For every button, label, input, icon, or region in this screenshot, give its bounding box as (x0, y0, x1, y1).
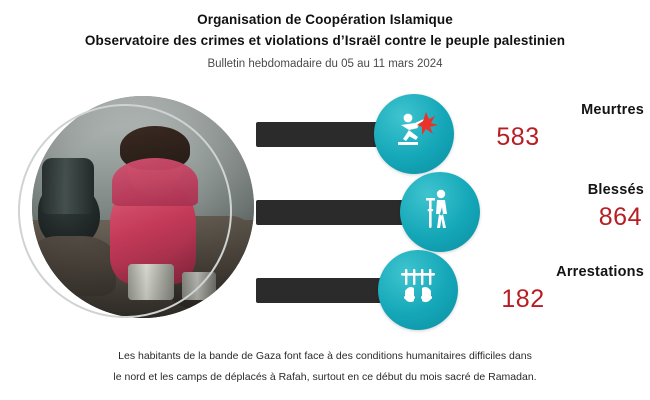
stat-text-block (484, 180, 644, 232)
bulletin-date: Bulletin hebdomadaire du 05 au 11 mars 2024 (207, 58, 443, 70)
stat-bar (256, 200, 406, 225)
stat-icon-circle (400, 172, 480, 252)
falling-person-impact-icon (388, 106, 440, 163)
stat-bar (256, 278, 384, 303)
stat-label: Meurtres (581, 102, 644, 118)
stat-value: 182 (501, 285, 545, 313)
stat-row-blesses (252, 172, 650, 252)
stat-row-meurtres (252, 94, 650, 174)
photo-container (18, 96, 254, 332)
organisation-title: Organisation de Coopération Islamique (197, 12, 453, 27)
person-with-crutch-icon (415, 185, 465, 240)
stat-icon-circle (374, 94, 454, 174)
stat-value: 583 (496, 123, 540, 151)
hands-behind-bars-icon (393, 263, 443, 318)
stat-label: Blessés (587, 182, 644, 198)
footer-line-2: le nord et les camps de déplacés à Rafah, surtout en ce début du mois sacré de Ramadan. (113, 371, 537, 383)
stats-list (252, 94, 650, 340)
header (0, 0, 650, 74)
footer-line-1: Les habitants de la bande de Gaza font face à des conditions humanitaires difficiles dans (118, 350, 532, 362)
photo-vignette (32, 96, 254, 318)
stat-value: 864 (598, 203, 642, 231)
observatory-title: Observatoire des crimes et violations d’Israël contre le peuple palestinien (84, 33, 566, 48)
stat-text-block (458, 100, 644, 152)
stat-row-arrestations (252, 250, 650, 330)
stat-label: Arrestations (556, 264, 644, 280)
stat-bar (256, 122, 380, 147)
photo-circle (32, 96, 254, 318)
footer-caption (0, 346, 650, 388)
stat-icon-circle (378, 250, 458, 330)
stat-text-block (462, 262, 644, 314)
